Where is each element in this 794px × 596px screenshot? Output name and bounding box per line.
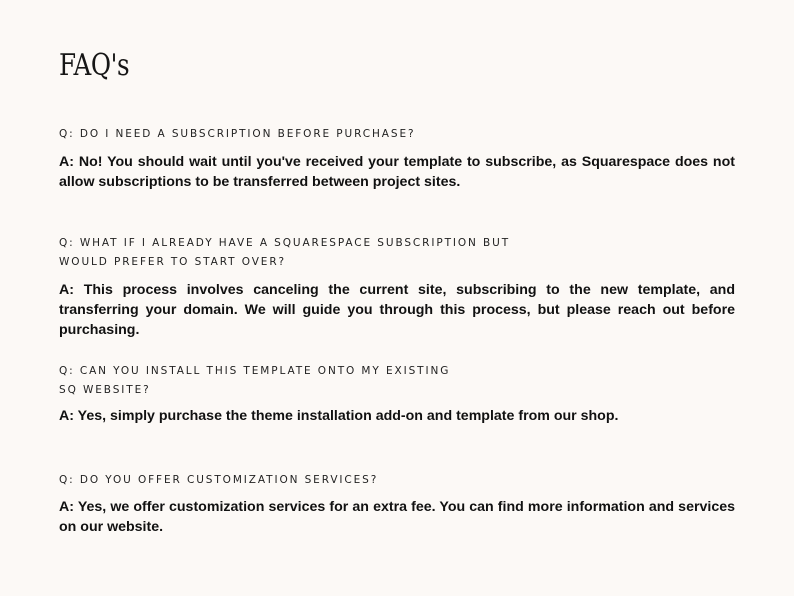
faq-question: Q: DO YOU OFFER CUSTOMIZATION SERVICES? bbox=[59, 474, 379, 486]
faq-item bbox=[59, 125, 735, 192]
faq-answer: A: This process involves canceling the current site, subscribing to the new template, and transferring your domain. We will guide you through this process, but please reach out before purchasing. bbox=[59, 282, 735, 338]
faq-item bbox=[59, 234, 735, 340]
faq-question: Q: CAN YOU INSTALL THIS TEMPLATE ONTO MY EXISTING SQ WEBSITE? bbox=[59, 365, 451, 396]
faq-item bbox=[59, 362, 735, 426]
page-title: FAQ's bbox=[59, 48, 130, 83]
faq-question: Q: DO I NEED A SUBSCRIPTION BEFORE PURCHASE? bbox=[59, 128, 416, 140]
faq-question: Q: WHAT IF I ALREADY HAVE A SQUARESPACE SUBSCRIPTION BUT WOULD PREFER TO START OVER? bbox=[59, 237, 511, 268]
faq-answer: A: Yes, simply purchase the theme installation add-on and template from our shop. bbox=[59, 408, 619, 424]
faq-answer: A: Yes, we offer customization services for an extra fee. You can find more information and services on our website. bbox=[59, 499, 735, 535]
faq-answer: A: No! You should wait until you've received your template to subscribe, as Squarespace does not allow subscriptions to be transferred between project sites. bbox=[59, 154, 735, 190]
faq-item bbox=[59, 471, 735, 537]
